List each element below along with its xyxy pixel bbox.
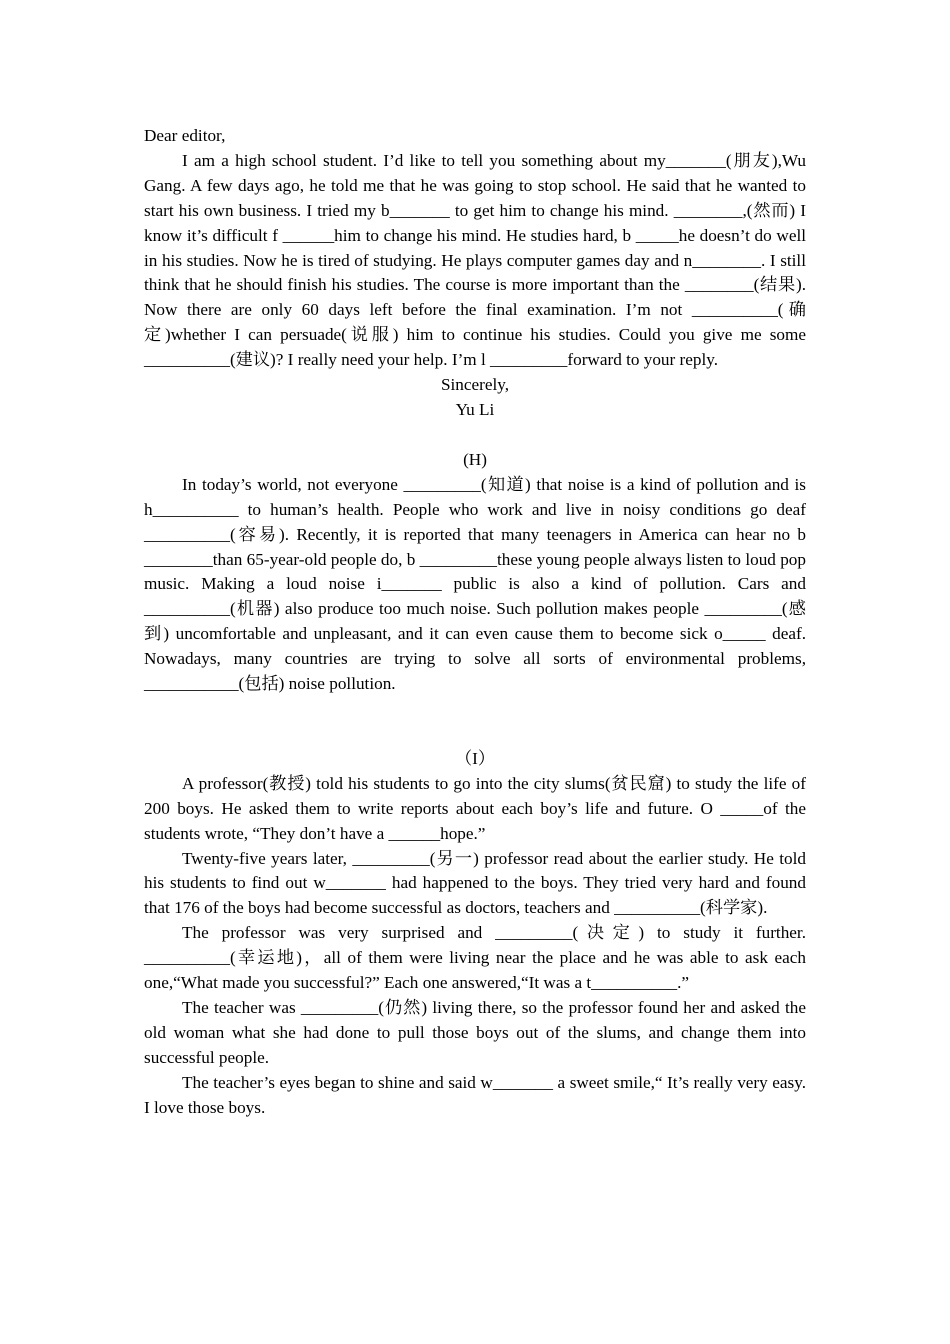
letter-body: I am a high school student. I’d like to tell you something about my_______(朋友),Wu Gang. A few days ago, he told me that he was going to stop school. He said that he wanted to start his own business. I tried my b_______ to get him to change his mind. ________,(然而) I know it’s difficult f ______him to change his mind. He studies hard, b _____he doesn’t do well in his studies. Now he is tired of studying. He plays computer games day and n________. I still think that he should finish his studies. The course is more important than the ________(结果). Now there are only 60 days left before the final examination. I’m not __________(确定)whether I can persuade(说服) him to continue his studies. Could you give me some __________(建议)? I really need your help. I’m l _________forward to your reply. [144,150,806,370]
letter-salutation: Dear editor, [144,126,226,145]
section-i-paragraph: A professor(教授) told his students to go into the city slums(贫民窟) to study the life of 200 boys. He asked them to write reports about each boy’s life and future. O _____of the students wrote, “They don’t have a ______hope.” [144,773,806,843]
section-i-paragraph: The teacher’s eyes began to shine and said w_______ a sweet smile,“ It’s really very easy. I love those boys. [144,1072,806,1117]
section-i-paragraph: The professor was very surprised and _________(决定) to study it further. __________(幸运地)，all of them were living near the place and he was able to ask each one,“What made you successful?” Each one answered,“It was a t__________.” [144,923,806,993]
section-i-paragraph: Twenty-five years later, _________(另一) professor read about the earlier study. He told his students to find out w_______ had happened to the boys. They tried very hard and found that 176 of the boys had become successful as doctors, teachers and __________(科学家). [144,848,806,918]
section-h-body: In today’s world, not everyone _________(知道) that noise is a kind of pollution and is h__________ to human’s health. People who work and live in noisy conditions go deaf __________(容易). Recently, it is reported that many teenagers in America can hear no b ________than 65-year-old people do, b _________these young people always listen to loud pop music. Making a loud noise i_______ public is also a kind of pollution. Cars and __________(机器) also produce too much noise. Such pollution makes people _________(感到) uncomfortable and unpleasant, and it can even cause them to become sick o_____ deaf. Nowadays, many countries are trying to solve all sorts of environmental problems, ___________(包括) noise pollution. [144,474,806,694]
document-page [144,124,806,1121]
letter-closing: Sincerely, [440,375,510,395]
section-i-heading: （I） [454,748,496,768]
section-h-heading: (H) [463,449,487,469]
section-i-paragraph: The teacher was _________(仍然) living there, so the professor found her and asked the old woman what she had done to pull those boys out of the slums, and change them into successful people. [144,998,806,1067]
letter-signature: Yu Li [455,399,495,419]
